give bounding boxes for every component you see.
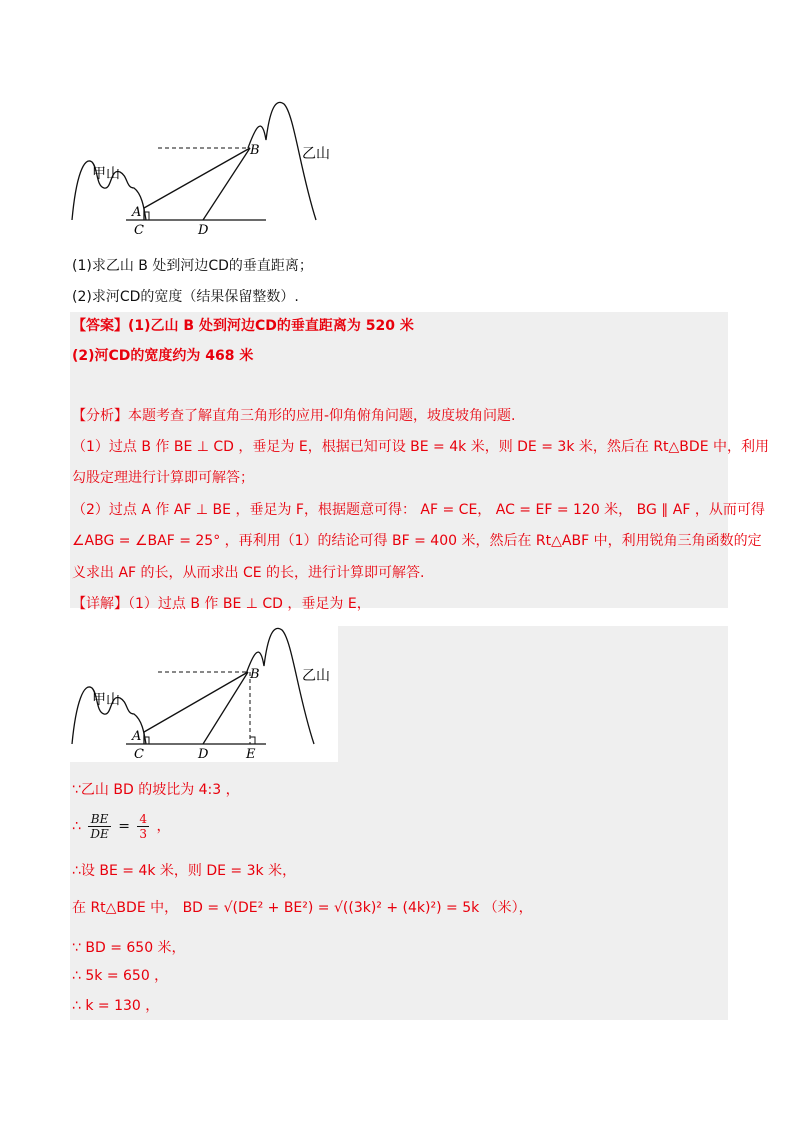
label-d: D bbox=[198, 747, 209, 762]
label-jia-shan: 甲山 bbox=[92, 692, 120, 708]
label-a: A bbox=[132, 205, 142, 220]
answer-line-2: (2)河CD的宽度约为 468 米 bbox=[72, 348, 254, 364]
analysis-line-5: ∠ABG = ∠BAF = 25° ，再利用（1）的结论可得 BF = 400 米，然后在 Rt△ABF 中，利用锐角三角函数的定 bbox=[72, 533, 762, 549]
label-yi-shan: 乙山 bbox=[302, 668, 330, 684]
analysis-line-3: 勾股定理进行计算即可解答； bbox=[72, 470, 254, 486]
analysis-line-2: （1）过点 B 作 BE ⊥ CD ，垂足为 E，根据已知可设 BE = 4k 米，则 DE = 3k 米，然后在 Rt△BDE 中，利用 bbox=[72, 439, 769, 455]
mountain-yi-outline bbox=[246, 628, 314, 744]
right-angle-mark-e bbox=[250, 737, 255, 744]
label-yi-shan: 乙山 bbox=[302, 146, 330, 162]
analysis-line-6: 义求出 AF 的长，从而求出 CE 的长，进行计算即可解答. bbox=[72, 565, 425, 581]
figure-mountains-2 bbox=[70, 626, 338, 762]
segment-bd bbox=[203, 148, 250, 220]
segment-ab bbox=[144, 672, 248, 732]
label-a: A bbox=[132, 729, 142, 744]
question-1: (1)求乙山 B 处到河边CD的垂直距离； bbox=[72, 258, 313, 274]
fraction-be-de: $\frac{BE}{DE}$ bbox=[90, 812, 109, 841]
analysis-line-1: 【分析】本题考查了解直角三角形的应用-仰角俯角问题，坡度坡角问题. bbox=[72, 408, 516, 424]
label-b: B bbox=[250, 667, 260, 682]
detail-step-4: 在 Rt△BDE 中， BD = √(DE² + BE²) = √((3k)² + (4k)²) = 5k （米）， bbox=[72, 900, 533, 916]
segment-ab bbox=[144, 148, 250, 208]
detail-step-6: ∴ 5k = 650 ， bbox=[72, 968, 169, 984]
therefore-symbol: ∴ bbox=[72, 818, 81, 835]
label-c: C bbox=[134, 747, 144, 762]
label-d: D bbox=[198, 223, 209, 236]
answer-line-1: 【答案】(1)乙山 B 处到河边CD的垂直距离为 520 米 bbox=[72, 318, 414, 334]
detail-step-2: ∴ $\frac{BE}{DE}$ = $\frac{4}{3}$ ， bbox=[72, 812, 171, 841]
detail-line-1: 【详解】（1）过点 B 作 BE ⊥ CD ，垂足为 E， bbox=[72, 596, 371, 612]
label-b: B bbox=[250, 143, 260, 158]
detail-step-1: ∵乙山 BD 的坡比为 4:3 ， bbox=[72, 782, 240, 798]
segment-bd bbox=[203, 672, 248, 744]
detail-step-5: ∵ BD = 650 米， bbox=[72, 940, 186, 956]
question-2: (2)求河CD的宽度（结果保留整数）. bbox=[72, 289, 299, 305]
fraction-4-3: $\frac{4}{3}$ bbox=[139, 812, 148, 841]
analysis-line-4: （2）过点 A 作 AF ⊥ BE ，垂足为 F，根据题意可得： AF = CE， AC = EF = 120 米， BG ∥ AF ，从而可得 bbox=[72, 502, 765, 518]
label-c: C bbox=[134, 223, 144, 236]
label-e: E bbox=[246, 747, 256, 762]
detail-step-7: ∴ k = 130 ， bbox=[72, 998, 160, 1014]
label-jia-shan: 甲山 bbox=[92, 166, 120, 182]
detail-step-3: ∴设 BE = 4k 米，则 DE = 3k 米， bbox=[72, 863, 297, 879]
figure-mountains-1 bbox=[70, 96, 340, 236]
